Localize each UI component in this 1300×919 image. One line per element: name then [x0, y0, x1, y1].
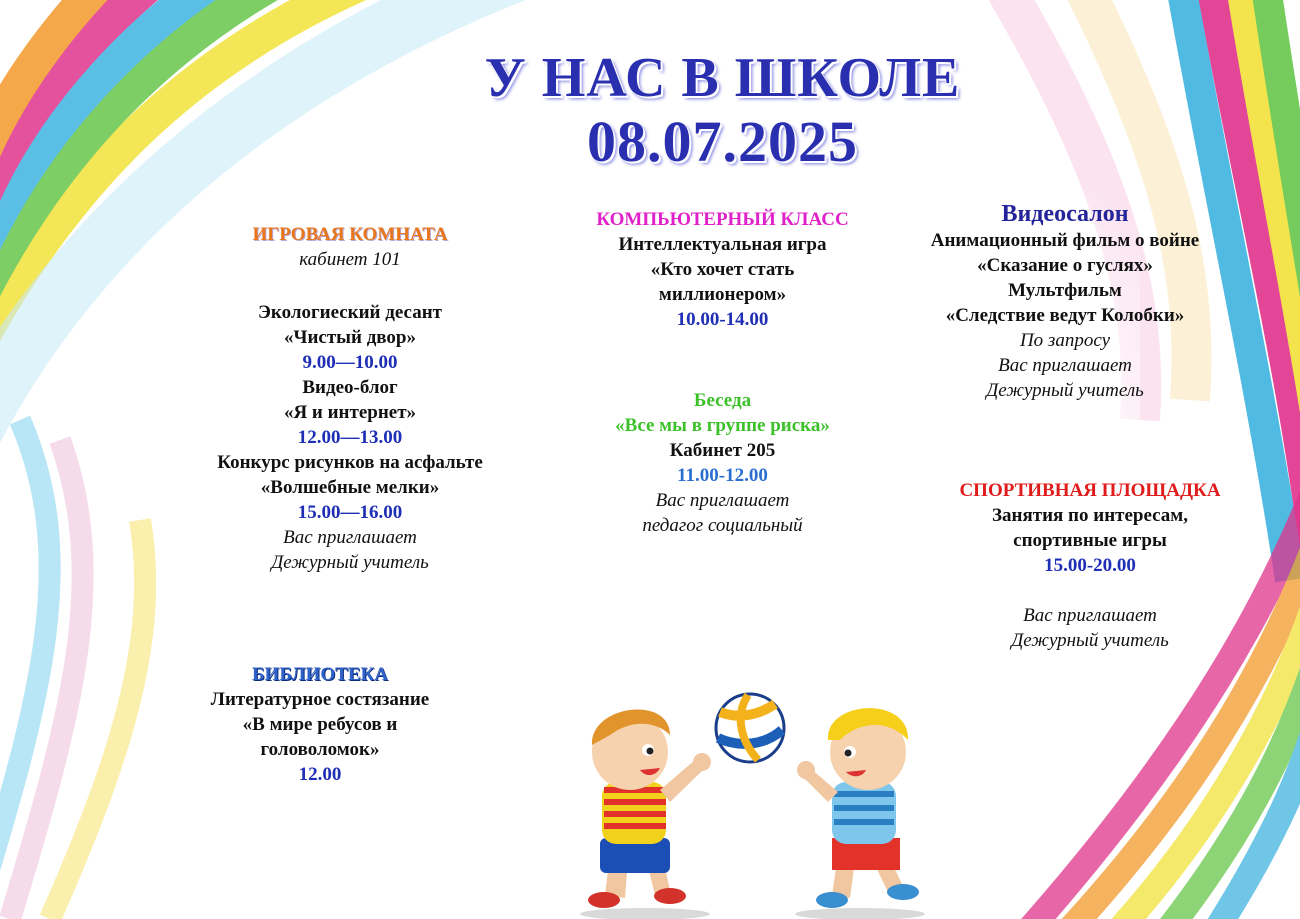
event2-time: 12.00—13.00 [297, 427, 403, 448]
game-room-invite: Вас приглашает [283, 527, 417, 548]
talk-host: педагог социальный [642, 515, 803, 536]
game-room-room: кабинет 101 [299, 249, 401, 270]
sports-ground-line2: спортивные игры [1013, 530, 1167, 551]
video-salon-line2: «Сказание о гуслях» [977, 255, 1153, 276]
page-title: У НАС В ШКОЛЕ [484, 47, 961, 109]
library-section [150, 662, 490, 787]
computer-class-heading: КОМПЬЮТЕРНЫЙ КЛАСС [596, 209, 849, 230]
sports-ground-section [920, 478, 1260, 653]
page-date: 08.07.2025 [587, 109, 858, 174]
computer-class-section [520, 207, 925, 332]
game-room-host: Дежурный учитель [271, 552, 429, 573]
volleyball-icon [716, 694, 784, 762]
talk-heading: Беседа [693, 390, 752, 411]
video-salon-section [895, 200, 1235, 403]
video-salon-line3: Мультфильм [1008, 280, 1122, 301]
event2-title: «Я и интернет» [283, 402, 417, 423]
library-event-title-1: «В мире ребусов и [242, 714, 398, 735]
event1-name: Экологиеский десант [258, 302, 442, 323]
sports-ground-host: Дежурный учитель [1011, 630, 1169, 651]
video-salon-note: По запросу [1019, 330, 1111, 351]
kids-volleyball-illustration [570, 690, 950, 919]
sports-ground-invite: Вас приглашает [1023, 605, 1157, 626]
video-salon-host: Дежурный учитель [986, 380, 1144, 401]
game-room-section [160, 222, 540, 575]
talk-section [540, 388, 905, 538]
library-heading: БИБЛИОТЕКА [252, 664, 388, 685]
computer-class-line3: миллионером» [658, 284, 787, 305]
talk-room: Кабинет 205 [669, 440, 776, 461]
talk-time: 11.00-12.00 [677, 465, 768, 486]
sports-ground-time: 15.00-20.00 [1044, 555, 1136, 576]
event1-time: 9.00—10.00 [302, 352, 398, 373]
left-boy-icon [588, 710, 711, 908]
talk-title: «Все мы в группе риска» [615, 415, 830, 436]
talk-invite: Вас приглашает [655, 490, 790, 511]
event1-title: «Чистый двор» [284, 327, 416, 348]
computer-class-line2: «Кто хочет стать [650, 259, 795, 280]
video-salon-line4: «Следствие ведут Колобки» [945, 305, 1185, 326]
library-event-title-2: головоломок» [260, 739, 380, 760]
computer-class-time: 10.00-14.00 [676, 309, 769, 330]
sports-ground-heading: СПОРТИВНАЯ ПЛОЩАДКА [959, 480, 1221, 501]
video-salon-line1: Анимационный фильм о войне [930, 230, 1200, 251]
right-boy-icon [797, 708, 919, 908]
event3-name: Конкурс рисунков на асфальте [217, 452, 483, 473]
sports-ground-line1: Занятия по интересам, [991, 505, 1188, 526]
library-event-name: Литературное состязание [210, 689, 430, 710]
event3-title: «Волшебные мелки» [260, 477, 440, 498]
event3-time: 15.00—16.00 [297, 502, 403, 523]
video-salon-heading: Видеосалон [1001, 201, 1129, 227]
computer-class-line1: Интеллектуальная игра [618, 234, 827, 255]
video-salon-invite: Вас приглашает [998, 355, 1132, 376]
library-time: 12.00 [298, 764, 342, 785]
event2-name: Видео-блог [302, 377, 398, 398]
game-room-heading: ИГРОВАЯ КОМНАТА [252, 224, 448, 245]
